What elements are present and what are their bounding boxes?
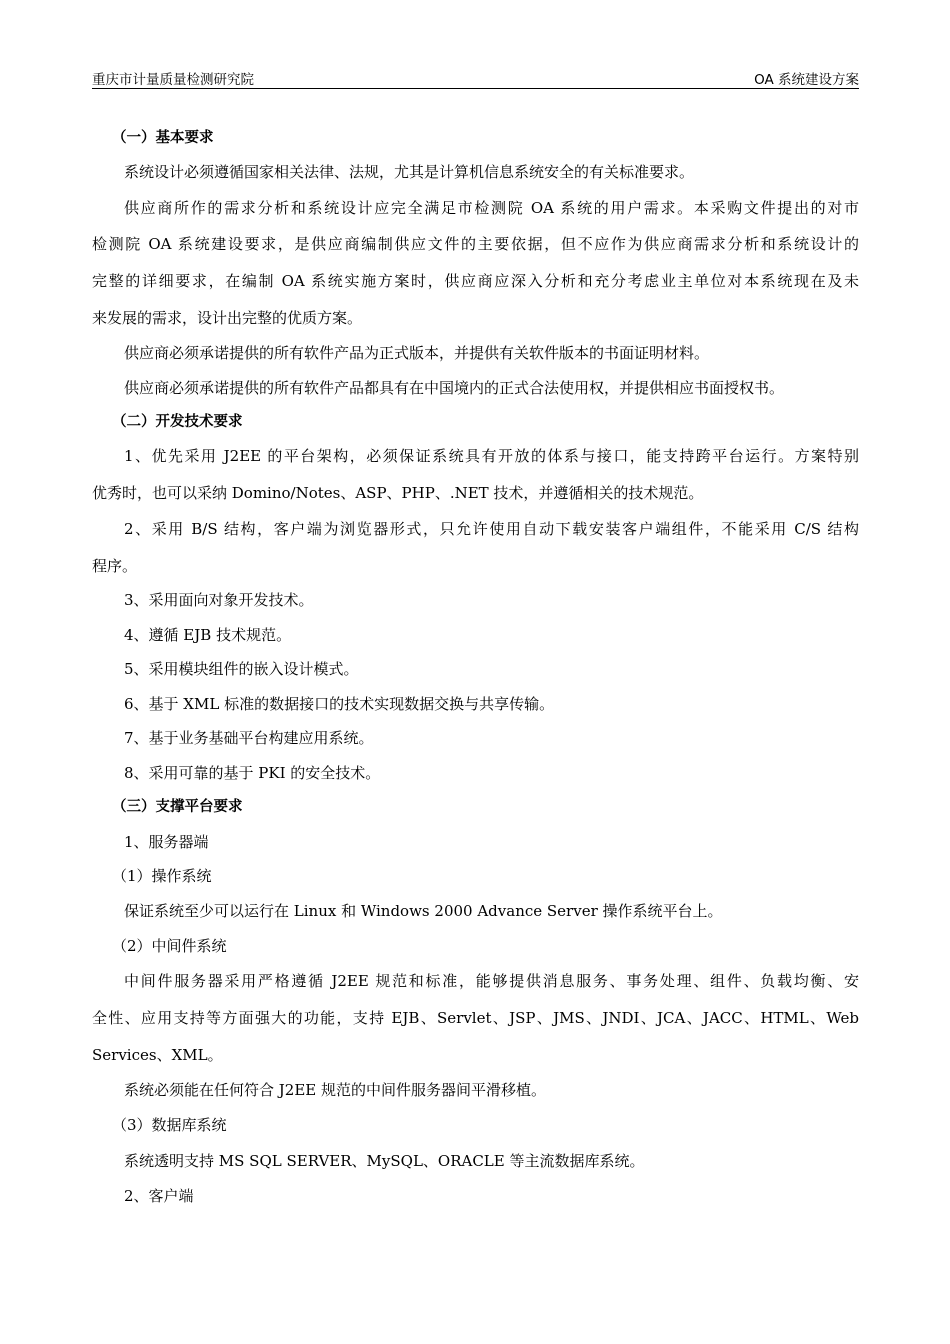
subsection-heading: （1）操作系统: [112, 867, 212, 885]
paragraph-line: 优秀时，也可以采纳 Domino/Notes、ASP、PHP、.NET 技术，并遵循相关的技术规范。: [92, 484, 704, 502]
list-item: 3、采用面向对象开发技术。: [124, 591, 314, 609]
paragraph-line: 系统必须能在任何符合 J2EE 规范的中间件服务器间平滑移植。: [124, 1081, 546, 1099]
subsection-heading: （2）中间件系统: [112, 937, 227, 955]
list-item: 6、基于 XML 标准的数据接口的技术实现数据交换与共享传输。: [124, 695, 555, 713]
header-document-title: OA 系统建设方案: [754, 72, 859, 88]
list-item: 8、采用可靠的基于 PKI 的安全技术。: [124, 764, 381, 782]
section-heading-platform-requirements: （三）支撑平台要求: [112, 799, 243, 815]
paragraph-line: 2、采用 B/S 结构，客户端为浏览器形式，只允许使用自动下载安装客户端组件，不能采用 C/S 结构: [124, 520, 859, 538]
paragraph-line: Services、XML。: [92, 1046, 223, 1064]
paragraph-line: 供应商必须承诺提供的所有软件产品都具有在中国境内的正式合法使用权，并提供相应书面授权书。: [124, 379, 785, 397]
paragraph-line: 供应商必须承诺提供的所有软件产品为正式版本，并提供有关软件版本的书面证明材料。: [124, 344, 710, 362]
paragraph-line: 完整的详细要求，在编制 OA 系统实施方案时，供应商应深入分析和充分考虑业主单位对本系统现在及未: [92, 272, 859, 290]
paragraph-line: 全性、应用支持等方面强大的功能，支持 EJB、Servlet、JSP、JMS、JNDI、JCA、JACC、HTML、Web: [92, 1009, 859, 1027]
list-item: 5、采用模块组件的嵌入设计模式。: [124, 660, 359, 678]
paragraph-line: 系统透明支持 MS SQL SERVER、MySQL、ORACLE 等主流数据库系统。: [124, 1152, 645, 1170]
page-header: [92, 64, 859, 89]
paragraph-line: 保证系统至少可以运行在 Linux 和 Windows 2000 Advance Server 操作系统平台上。: [124, 902, 723, 920]
paragraph-line: 来发展的需求，设计出完整的优质方案。: [92, 309, 363, 327]
list-item: 7、基于业务基础平台构建应用系统。: [124, 729, 374, 747]
paragraph-line: 供应商所作的需求分析和系统设计应完全满足市检测院 OA 系统的用户需求。本采购文件提出的对市: [124, 199, 859, 217]
paragraph-line: 检测院 OA 系统建设要求，是供应商编制供应文件的主要依据，但不应作为供应商需求分析和系统设计的: [92, 235, 859, 253]
paragraph-line: 中间件服务器采用严格遵循 J2EE 规范和标准，能够提供消息服务、事务处理、组件、负载均衡、安: [124, 972, 859, 990]
paragraph-line: 程序。: [92, 557, 138, 575]
paragraph-line: 1、优先采用 J2EE 的平台架构，必须保证系统具有开放的体系与接口，能支持跨平台运行。方案特别: [124, 447, 859, 465]
subsection-heading: 2、客户端: [124, 1187, 194, 1205]
subsection-heading: 1、服务器端: [124, 833, 209, 851]
list-item: 4、遵循 EJB 技术规范。: [124, 626, 292, 644]
section-heading-basic-requirements: （一）基本要求: [112, 130, 214, 146]
subsection-heading: （3）数据库系统: [112, 1116, 227, 1134]
header-organization: 重庆市计量质量检测研究院: [92, 72, 254, 88]
paragraph-line: 系统设计必须遵循国家相关法律、法规，尤其是计算机信息系统安全的有关标准要求。: [124, 163, 695, 181]
section-heading-development-requirements: （二）开发技术要求: [112, 414, 243, 430]
